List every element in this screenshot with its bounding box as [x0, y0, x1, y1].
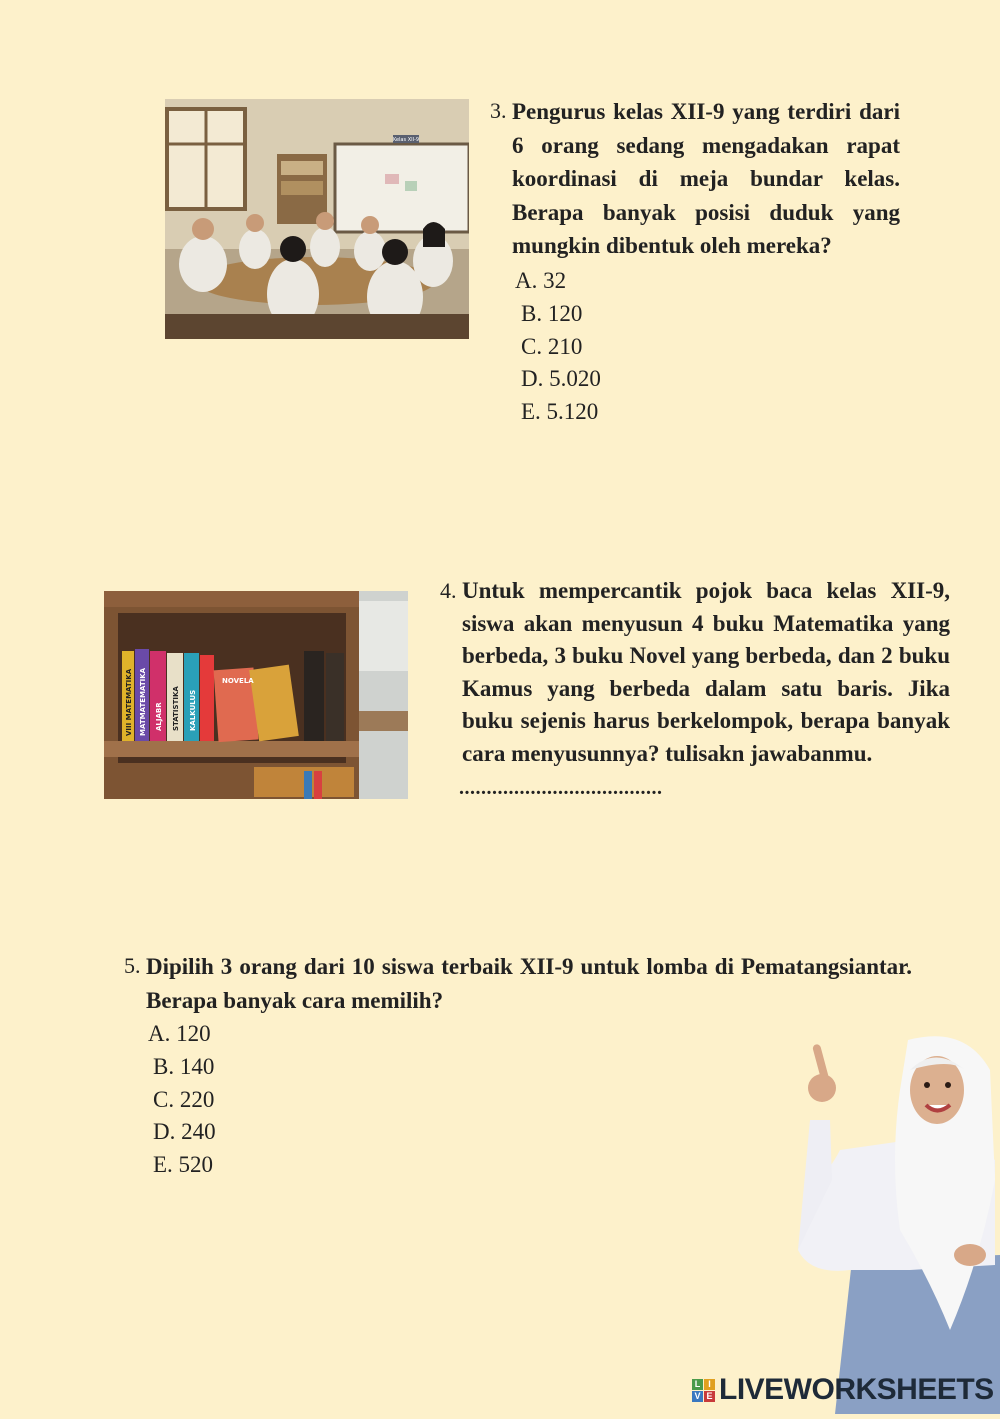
question-3-text: Pengurus kelas XII-9 yang terdiri dari 6 orang sedang mengadakan rapat koordinasi di meja bundar kelas. Berapa banyak posisi duduk yang mungkin dibentuk oleh mereka? [512, 99, 900, 258]
meeting-photo [165, 99, 469, 339]
student-pointing-illustration [790, 1030, 1000, 1414]
question-5-option-d[interactable]: D. 240 [153, 1119, 216, 1145]
meeting-sign-text: Kelas XII-9 [392, 137, 420, 143]
live-badge-icon: L I V E [692, 1379, 715, 1402]
question-5-option-e[interactable]: E. 520 [153, 1152, 214, 1178]
question-3-option-a[interactable]: A. 32 [515, 268, 567, 293]
question-3-option-d[interactable]: D. 5.020 [521, 366, 601, 392]
question-5-text: Dipilih 3 orang dari 10 siswa terbaik XII-9 untuk lomba di Pematangsiantar. Berapa banyak cara memilih? [146, 954, 912, 1013]
question-3-number: 3. [490, 98, 507, 123]
question-4-answer-line[interactable]: ..................................... [459, 777, 663, 799]
question-5-options [148, 1018, 216, 1182]
question-5-option-a[interactable]: A. 120 [148, 1021, 211, 1046]
logo-text: LIVEWORKSHEETS [719, 1373, 994, 1406]
question-5-option-b[interactable]: B. 140 [153, 1053, 215, 1079]
question-4-number: 4. [440, 578, 457, 603]
bookshelf-photo [104, 591, 408, 799]
question-3-options [515, 265, 601, 429]
book-spine-2: MATMATEMATIKA [139, 667, 147, 736]
book-spine-1: VIII MATEMATIKA [125, 668, 133, 736]
question-3-option-c[interactable]: C. 210 [521, 333, 583, 359]
question-5-number: 5. [124, 953, 141, 978]
book-spine-6: NOVELA [222, 677, 254, 685]
question-4-text: Untuk mempercantik pojok baca kelas XII-9, siswa akan menyusun 4 buku Matematika yang berbeda, 3 buku Novel yang berbeda, dan 2 buku Kamus yang berbeda dalam satu baris. Jika buku sejenis harus berkelompok, berapa banyak cara menyusunnya? tulisakn jawabanmu. [462, 578, 950, 766]
question-5-option-c[interactable]: C. 220 [153, 1086, 215, 1112]
book-spine-4: STATISTIKA [172, 686, 180, 731]
question-3-option-e[interactable]: E. 5.120 [521, 399, 599, 425]
book-spine-3: ALJABR [155, 702, 163, 731]
question-3-option-b[interactable]: B. 120 [521, 300, 583, 326]
book-spine-5: KALKULUS [189, 689, 197, 731]
liveworksheets-logo[interactable] [692, 1373, 994, 1407]
